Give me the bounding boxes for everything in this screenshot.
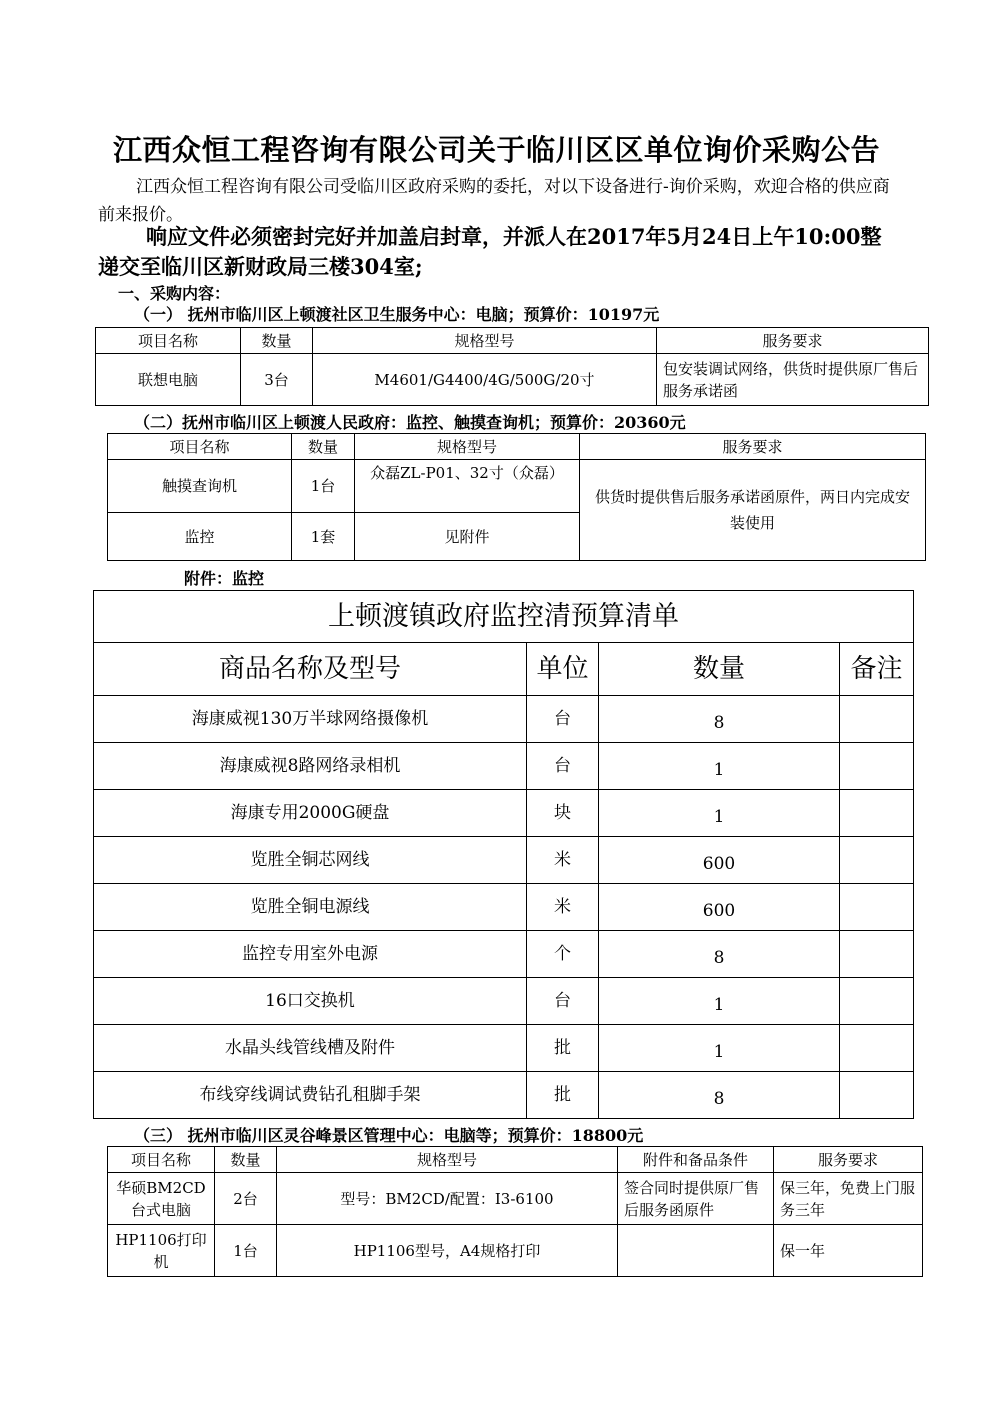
cell: 米 <box>527 884 599 931</box>
cell: 联想电脑 <box>96 354 241 406</box>
part1-table <box>95 327 929 406</box>
part3-table <box>107 1146 923 1277</box>
section-heading: 一、采购内容： <box>118 284 231 303</box>
cell: 1台 <box>215 1225 277 1277</box>
intro-paragraph: 江西众恒工程咨询有限公司受临川区政府采购的委托，对以下设备进行-询价采购，欢迎合格的供应商前来报价。 <box>98 177 890 225</box>
header-cell: 服务要求 <box>580 434 926 460</box>
table-row <box>94 743 914 790</box>
table-row <box>94 884 914 931</box>
header-cell: 单位 <box>527 643 599 696</box>
cell: 600 <box>599 837 840 884</box>
table-header-row <box>94 643 914 696</box>
submission-notice: 响应文件必须密封完好并加盖启封章，并派人在2017年5月24日上午10:00整递交至临川区新财政局三楼304室; <box>98 224 882 279</box>
attachment-table-title: 上顿渡镇政府监控清预算清单 <box>94 591 914 643</box>
cell: 监控 <box>108 513 292 561</box>
cell: 1套 <box>292 513 355 561</box>
cell <box>840 978 914 1025</box>
part3-heading: （三） 抚州市临川区灵谷峰景区管理中心：电脑等；预算价：18800元 <box>134 1126 644 1145</box>
header-cell: 项目名称 <box>96 328 241 354</box>
cell: M4601/G4400/4G/500G/20寸 <box>313 354 657 406</box>
cell: 览胜全铜电源线 <box>94 884 527 931</box>
cell: 布线穿线调试费钻孔租脚手架 <box>94 1072 527 1119</box>
part1-heading: （一） 抚州市临川区上顿渡社区卫生服务中心：电脑；预算价：10197元 <box>134 305 660 324</box>
table-row <box>94 837 914 884</box>
table-row <box>94 978 914 1025</box>
cell: 8 <box>599 931 840 978</box>
table-row <box>94 696 914 743</box>
cell: 批 <box>527 1025 599 1072</box>
cell: HP1106打印机 <box>108 1225 215 1277</box>
cell: 1台 <box>292 460 355 513</box>
cell: 华硕BM2CD台式电脑 <box>108 1173 215 1225</box>
cell: 块 <box>527 790 599 837</box>
header-cell: 服务要求 <box>657 328 929 354</box>
service-cell: 供货时提供售后服务承诺函原件，两日内完成安装使用 <box>580 460 926 561</box>
attachment-table <box>93 590 914 1119</box>
cell: 批 <box>527 1072 599 1119</box>
cell: 16口交换机 <box>94 978 527 1025</box>
cell <box>840 931 914 978</box>
cell: 水晶头线管线槽及附件 <box>94 1025 527 1072</box>
table-title-row <box>94 591 914 643</box>
cell <box>840 790 914 837</box>
cell: HP1106型号，A4规格打印 <box>277 1225 618 1277</box>
cell: 触摸查询机 <box>108 460 292 513</box>
table-row <box>94 1025 914 1072</box>
cell: 1 <box>599 743 840 790</box>
cell: 台 <box>527 696 599 743</box>
table-row <box>108 1173 923 1225</box>
cell: 1 <box>599 790 840 837</box>
part2-heading: （二）抚州市临川区上顿渡人民政府：监控、触摸查询机；预算价：20360元 <box>134 413 686 432</box>
header-cell: 规格型号 <box>277 1147 618 1173</box>
cell: 1 <box>599 978 840 1025</box>
header-cell: 备注 <box>840 643 914 696</box>
header-cell: 规格型号 <box>355 434 580 460</box>
header-cell: 附件和备品条件 <box>618 1147 774 1173</box>
cell: 台 <box>527 978 599 1025</box>
table-row <box>96 354 929 406</box>
header-cell: 数量 <box>215 1147 277 1173</box>
part2-table <box>107 433 926 561</box>
cell: 1 <box>599 1025 840 1072</box>
cell <box>840 696 914 743</box>
cell: 米 <box>527 837 599 884</box>
cell: 台 <box>527 743 599 790</box>
table-row <box>94 1072 914 1119</box>
cell: 海康专用2000G硬盘 <box>94 790 527 837</box>
cell: 见附件 <box>355 513 580 561</box>
page-title: 江西众恒工程咨询有限公司关于临川区区单位询价采购公告 <box>112 133 880 167</box>
table-row <box>108 1225 923 1277</box>
header-cell: 数量 <box>599 643 840 696</box>
cell <box>618 1225 774 1277</box>
cell: 3台 <box>241 354 313 406</box>
cell: 览胜全铜芯网线 <box>94 837 527 884</box>
attachment-label: 附件：监控 <box>184 569 265 588</box>
cell: 型号：BM2CD/配置：I3-6100 <box>277 1173 618 1225</box>
table-header-row <box>108 1147 923 1173</box>
header-cell: 服务要求 <box>774 1147 923 1173</box>
header-cell: 数量 <box>292 434 355 460</box>
table-header-row <box>96 328 929 354</box>
cell: 600 <box>599 884 840 931</box>
table-row <box>94 790 914 837</box>
header-cell: 数量 <box>241 328 313 354</box>
cell: 包安装调试网络，供货时提供原厂售后服务承诺函 <box>657 354 929 406</box>
cell: 个 <box>527 931 599 978</box>
cell <box>840 1072 914 1119</box>
cell <box>840 1025 914 1072</box>
cell: 保三年，免费上门服务三年 <box>774 1173 923 1225</box>
cell: 8 <box>599 1072 840 1119</box>
cell: 保一年 <box>774 1225 923 1277</box>
cell: 海康威视8路网络录相机 <box>94 743 527 790</box>
cell: 监控专用室外电源 <box>94 931 527 978</box>
cell: 众磊ZL-P01、32寸（众磊） <box>355 460 580 513</box>
cell: 2台 <box>215 1173 277 1225</box>
cell <box>840 837 914 884</box>
table-row <box>94 931 914 978</box>
header-cell: 商品名称及型号 <box>94 643 527 696</box>
cell: 8 <box>599 696 840 743</box>
table-row <box>108 460 926 513</box>
cell <box>840 743 914 790</box>
cell <box>840 884 914 931</box>
table-header-row <box>108 434 926 460</box>
header-cell: 项目名称 <box>108 434 292 460</box>
header-cell: 项目名称 <box>108 1147 215 1173</box>
cell: 签合同时提供原厂售后服务函原件 <box>618 1173 774 1225</box>
header-cell: 规格型号 <box>313 328 657 354</box>
cell: 海康威视130万半球网络摄像机 <box>94 696 527 743</box>
